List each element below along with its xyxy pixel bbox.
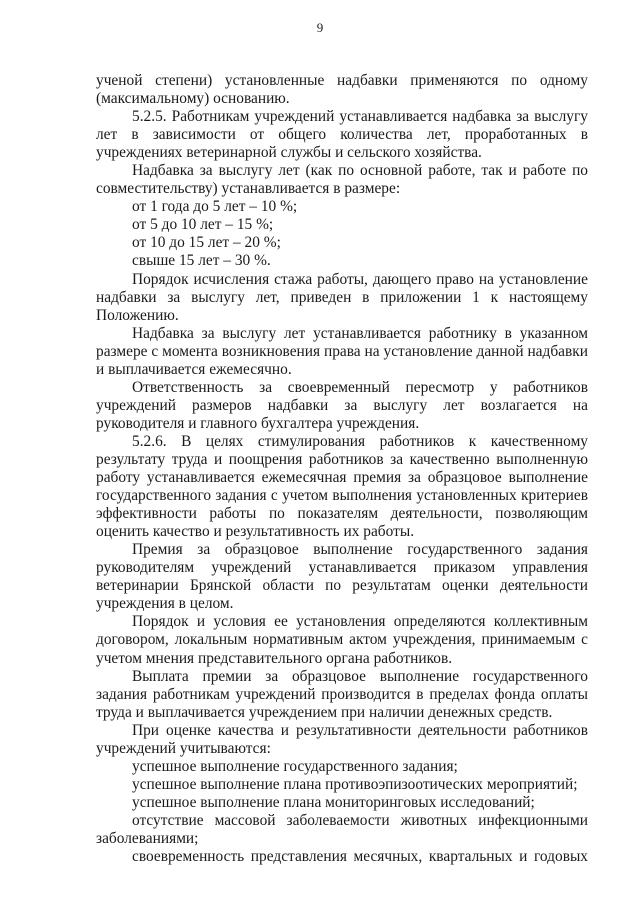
paragraph: ученой степени) установленные надбавки применяются по одному (максимальному) основанию. xyxy=(96,72,588,108)
paragraph: При оценке качества и результативности деятельности работников учреждений учитываются: xyxy=(96,721,588,757)
paragraph: Выплата премии за образцовое выполнение государственного задания работникам учреждений производится в пределах фонда оплаты труда и выплачивается учреждением при наличии денежных средств. xyxy=(96,667,588,721)
list-item: своевременность представления месячных, квартальных и годовых xyxy=(132,848,588,866)
paragraph: Порядок и условия ее установления определяются коллективным договором, локальным нормативным актом учреждения, принимаемым с учетом мнения представительного органа работников. xyxy=(96,613,588,667)
document-body xyxy=(96,72,588,866)
list-item: успешное выполнение плана мониторинговых исследований; xyxy=(132,793,535,811)
paragraph: Надбавка за выслугу лет (как по основной работе, так и работе по совместительству) устанавливается в размере: xyxy=(96,162,588,198)
list-item: успешное выполнение плана противоэпизоотических мероприятий; xyxy=(132,775,578,793)
paragraph: Порядок исчисления стажа работы, дающего право на установление надбавки за выслугу лет, приведен в приложении 1 к настоящему Положению. xyxy=(96,270,588,324)
list-item: от 1 года до 5 лет – 10 %; xyxy=(132,198,298,216)
list-item: успешное выполнение государственного задания; xyxy=(132,757,458,775)
list-item: свыше 15 лет – 30 %. xyxy=(132,252,271,270)
list-item: отсутствие массовой заболеваемости животных инфекционными заболеваниями; xyxy=(96,811,588,847)
paragraph: Премия за образцовое выполнение государственного задания руководителям учреждений устанавливается приказом управления ветеринарии Брянской области по результатам оценки деятельности учреждения в целом. xyxy=(96,541,588,613)
page-number: 9 xyxy=(316,20,324,35)
list-item: от 10 до 15 лет – 20 %; xyxy=(132,234,281,252)
paragraph: 5.2.6. В целях стимулирования работников к качественному результату труда и поощрения работников за качественно выполненную работу устанавливается ежемесячная премия за образцовое выполнение государственного задания с учетом выполнения установленных критериев эффективности работы по показателям деятельности, позволяющим оценить качество и результативность их работы. xyxy=(96,432,588,541)
paragraph: 5.2.5. Работникам учреждений устанавливается надбавка за выслугу лет в зависимости от общего количества лет, проработанных в учреждениях ветеринарной службы и сельского хозяйства. xyxy=(96,108,588,162)
list-item: от 5 до 10 лет – 15 %; xyxy=(132,216,274,234)
paragraph: Надбавка за выслугу лет устанавливается работнику в указанном размере с момента возникновения права на установление данной надбавки и выплачивается ежемесячно. xyxy=(96,324,588,378)
paragraph: Ответственность за своевременный пересмотр у работников учреждений размеров надбавки за выслугу лет возлагается на руководителя и главного бухгалтера учреждения. xyxy=(96,378,588,432)
